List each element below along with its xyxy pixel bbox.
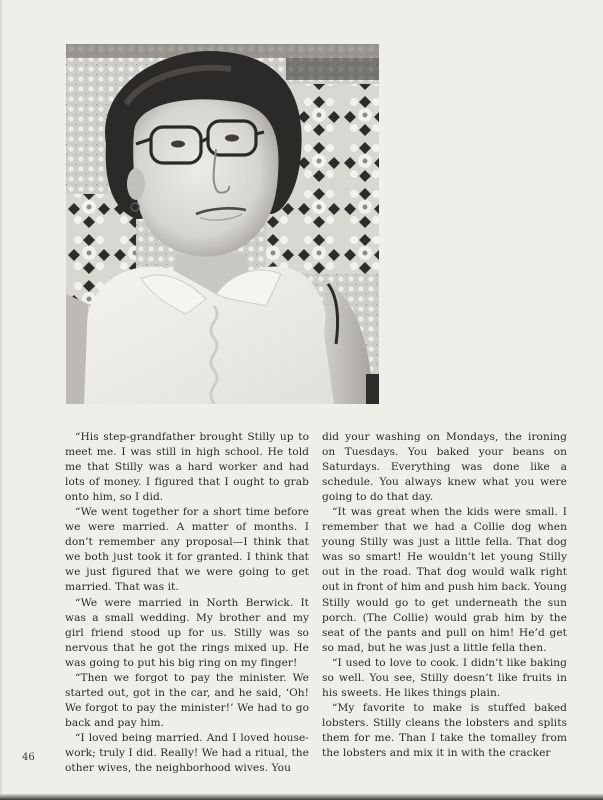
paragraph: “I loved being married. And I loved house-work; truly I did. Really! We had a ritual, the other wives, the neighborhood wives. You	[65, 731, 309, 775]
page-edge	[0, 0, 2, 800]
paragraph: “It was great when the kids were small. I remember that we had a Collie dog when young Stilly was just a little fella. That dog was so smart! He wouldn’t let young Stilly out in the road. That dog would walk right out in front of him and push him back. Young Stilly would go to get underneath the sun porch. (The Collie) would grab him by the seat of the pants and pull on him! He’d get so mad, but he was just a little fella then.	[322, 506, 567, 654]
article-column-left	[65, 430, 309, 776]
page-bottom-edge	[0, 794, 603, 800]
article-column-right	[322, 430, 567, 761]
portrait-photo	[66, 44, 379, 404]
paragraph: “My favorite to make is stuffed baked lobsters. Stilly cleans the lobsters and splits them for me. Than I take the tomalley from the lobsters and mix it in with the cracker	[322, 701, 567, 759]
paragraph: “His step-grandfather brought Stilly up to meet me. I was still in high school. He told me that Stilly was a hard worker and had lots of money. I figured that I ought to grab onto him, so I did.	[65, 431, 309, 504]
paragraph: “We went together for a short time before we were married. A matter of months. I don’t remember any proposal—I think that we both just took it for granted. I think that we just figured that we were going to get married. That was it.	[65, 506, 309, 594]
page-number: 46	[22, 752, 35, 763]
paragraph: “We were married in North Berwick. It was a small wedding. My brother and my girl friend stood up for us. Stilly was so nervous that he got the rings mixed up. He was going to put his big ring on my finger!	[65, 596, 309, 669]
paragraph-continued: did your washing on Mondays, the ironing on Tuesdays. You baked your beans on Saturdays. Everything was done like a schedule. You always knew what you were going to do that day.	[322, 431, 567, 504]
paragraph: “I used to love to cook. I didn’t like baking so well. You see, Stilly doesn’t like fruits in his sweets. He likes things plain.	[322, 656, 567, 699]
paragraph: “Then we forgot to pay the minister. We started out, got in the car, and he said, ‘Oh! We forgot to pay the minister!’ We had to go back and pay him.	[65, 671, 309, 729]
